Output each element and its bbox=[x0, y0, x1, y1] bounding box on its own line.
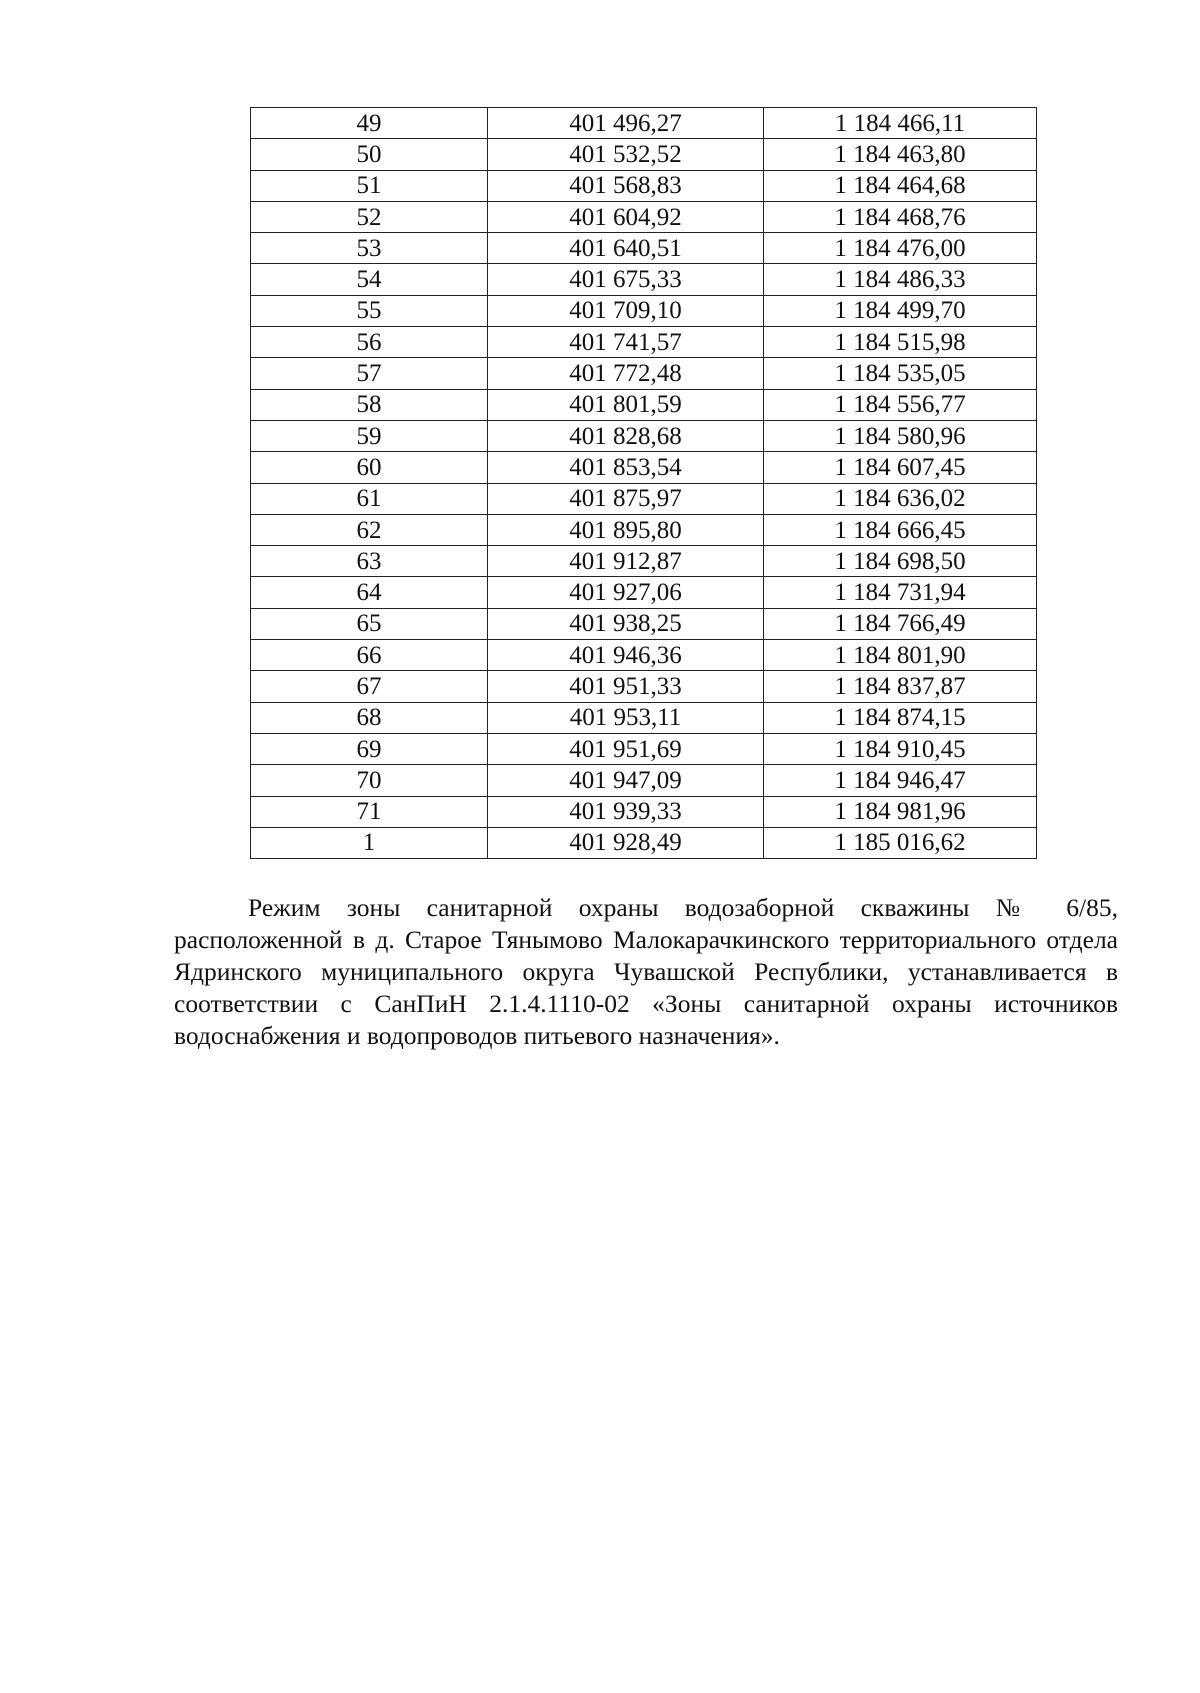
table-row bbox=[251, 671, 1037, 702]
x-coordinate-cell: 401 947,09 bbox=[488, 765, 764, 796]
y-coordinate-cell: 1 184 464,68 bbox=[764, 170, 1037, 201]
point-number-cell: 66 bbox=[251, 640, 488, 671]
x-coordinate-cell: 401 938,25 bbox=[488, 608, 764, 639]
y-coordinate-cell: 1 185 016,62 bbox=[764, 827, 1037, 858]
x-coordinate-cell: 401 946,36 bbox=[488, 640, 764, 671]
point-number-cell: 61 bbox=[251, 483, 488, 514]
table-row bbox=[251, 608, 1037, 639]
x-coordinate-cell: 401 532,52 bbox=[488, 139, 764, 170]
x-coordinate-cell: 401 709,10 bbox=[488, 295, 764, 326]
x-coordinate-cell: 401 927,06 bbox=[488, 577, 764, 608]
point-number-cell: 59 bbox=[251, 420, 488, 451]
x-coordinate-cell: 401 604,92 bbox=[488, 201, 764, 232]
y-coordinate-cell: 1 184 910,45 bbox=[764, 733, 1037, 764]
table-row bbox=[251, 514, 1037, 545]
point-number-cell: 51 bbox=[251, 170, 488, 201]
x-coordinate-cell: 401 939,33 bbox=[488, 796, 764, 827]
x-coordinate-cell: 401 640,51 bbox=[488, 233, 764, 264]
point-number-cell: 1 bbox=[251, 827, 488, 858]
regime-paragraph bbox=[174, 892, 1118, 1052]
point-number-cell: 57 bbox=[251, 358, 488, 389]
y-coordinate-cell: 1 184 766,49 bbox=[764, 608, 1037, 639]
y-coordinate-cell: 1 184 946,47 bbox=[764, 765, 1037, 796]
x-coordinate-cell: 401 895,80 bbox=[488, 514, 764, 545]
x-coordinate-cell: 401 496,27 bbox=[488, 108, 764, 139]
x-coordinate-cell: 401 801,59 bbox=[488, 389, 764, 420]
table-row bbox=[251, 827, 1037, 858]
y-coordinate-cell: 1 184 468,76 bbox=[764, 201, 1037, 232]
point-number-cell: 55 bbox=[251, 295, 488, 326]
y-coordinate-cell: 1 184 874,15 bbox=[764, 702, 1037, 733]
regime-text: Режим зоны санитарной охраны водозаборной скважины № 6/85, расположенной в д. Старое Тянымово Малокарачкинского территориального отдела Ядринского муниципального округа Чувашской Республики, устанавливается в соответствии с СанПиН 2.1.4.1110-02 «Зоны санитарной охраны источников водоснабжения и водопроводов питьевого назначения». bbox=[174, 893, 1118, 1050]
point-number-cell: 60 bbox=[251, 452, 488, 483]
point-number-cell: 71 bbox=[251, 796, 488, 827]
y-coordinate-cell: 1 184 666,45 bbox=[764, 514, 1037, 545]
point-number-cell: 53 bbox=[251, 233, 488, 264]
y-coordinate-cell: 1 184 556,77 bbox=[764, 389, 1037, 420]
coordinates-table bbox=[250, 107, 1037, 859]
point-number-cell: 69 bbox=[251, 733, 488, 764]
point-number-cell: 56 bbox=[251, 327, 488, 358]
table-row bbox=[251, 765, 1037, 796]
point-number-cell: 63 bbox=[251, 546, 488, 577]
y-coordinate-cell: 1 184 636,02 bbox=[764, 483, 1037, 514]
y-coordinate-cell: 1 184 607,45 bbox=[764, 452, 1037, 483]
point-number-cell: 58 bbox=[251, 389, 488, 420]
x-coordinate-cell: 401 568,83 bbox=[488, 170, 764, 201]
y-coordinate-cell: 1 184 463,80 bbox=[764, 139, 1037, 170]
point-number-cell: 50 bbox=[251, 139, 488, 170]
y-coordinate-cell: 1 184 515,98 bbox=[764, 327, 1037, 358]
y-coordinate-cell: 1 184 535,05 bbox=[764, 358, 1037, 389]
table-row bbox=[251, 640, 1037, 671]
y-coordinate-cell: 1 184 698,50 bbox=[764, 546, 1037, 577]
x-coordinate-cell: 401 928,49 bbox=[488, 827, 764, 858]
point-number-cell: 62 bbox=[251, 514, 488, 545]
y-coordinate-cell: 1 184 731,94 bbox=[764, 577, 1037, 608]
y-coordinate-cell: 1 184 466,11 bbox=[764, 108, 1037, 139]
x-coordinate-cell: 401 853,54 bbox=[488, 452, 764, 483]
x-coordinate-cell: 401 772,48 bbox=[488, 358, 764, 389]
table-row bbox=[251, 546, 1037, 577]
x-coordinate-cell: 401 912,87 bbox=[488, 546, 764, 577]
point-number-cell: 64 bbox=[251, 577, 488, 608]
point-number-cell: 49 bbox=[251, 108, 488, 139]
point-number-cell: 67 bbox=[251, 671, 488, 702]
coordinates-table-body bbox=[251, 108, 1037, 859]
x-coordinate-cell: 401 741,57 bbox=[488, 327, 764, 358]
table-row bbox=[251, 389, 1037, 420]
y-coordinate-cell: 1 184 499,70 bbox=[764, 295, 1037, 326]
x-coordinate-cell: 401 951,33 bbox=[488, 671, 764, 702]
y-coordinate-cell: 1 184 837,87 bbox=[764, 671, 1037, 702]
x-coordinate-cell: 401 828,68 bbox=[488, 420, 764, 451]
table-row bbox=[251, 702, 1037, 733]
table-row bbox=[251, 483, 1037, 514]
table-row bbox=[251, 358, 1037, 389]
x-coordinate-cell: 401 875,97 bbox=[488, 483, 764, 514]
table-row bbox=[251, 327, 1037, 358]
point-number-cell: 54 bbox=[251, 264, 488, 295]
table-row bbox=[251, 233, 1037, 264]
table-row bbox=[251, 420, 1037, 451]
table-row bbox=[251, 108, 1037, 139]
table-row bbox=[251, 170, 1037, 201]
x-coordinate-cell: 401 951,69 bbox=[488, 733, 764, 764]
table-row bbox=[251, 295, 1037, 326]
point-number-cell: 68 bbox=[251, 702, 488, 733]
table-row bbox=[251, 139, 1037, 170]
y-coordinate-cell: 1 184 476,00 bbox=[764, 233, 1037, 264]
table-row bbox=[251, 264, 1037, 295]
point-number-cell: 70 bbox=[251, 765, 488, 796]
table-row bbox=[251, 733, 1037, 764]
table-row bbox=[251, 577, 1037, 608]
y-coordinate-cell: 1 184 981,96 bbox=[764, 796, 1037, 827]
table-row bbox=[251, 796, 1037, 827]
table-row bbox=[251, 201, 1037, 232]
y-coordinate-cell: 1 184 801,90 bbox=[764, 640, 1037, 671]
y-coordinate-cell: 1 184 580,96 bbox=[764, 420, 1037, 451]
x-coordinate-cell: 401 675,33 bbox=[488, 264, 764, 295]
x-coordinate-cell: 401 953,11 bbox=[488, 702, 764, 733]
y-coordinate-cell: 1 184 486,33 bbox=[764, 264, 1037, 295]
table-row bbox=[251, 452, 1037, 483]
point-number-cell: 65 bbox=[251, 608, 488, 639]
point-number-cell: 52 bbox=[251, 201, 488, 232]
